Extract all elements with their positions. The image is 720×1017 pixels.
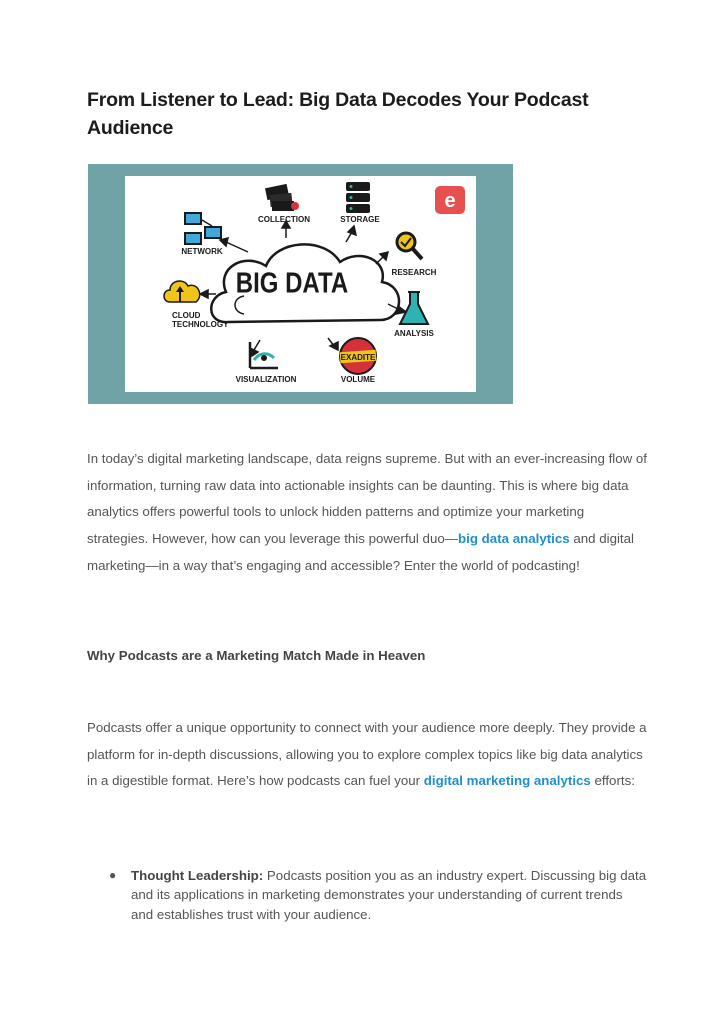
storage-label: STORAGE: [340, 215, 380, 224]
list-item: [87, 866, 647, 924]
cloud-label-line2: TECHNOLOGY: [172, 320, 229, 329]
volume-label: VOLUME: [340, 375, 376, 384]
visualization-label: VISUALIZATION: [235, 375, 297, 384]
section-text-2: efforts:: [590, 773, 635, 789]
network-label: NETWORK: [181, 247, 223, 256]
article-title: From Listener to Lead: Big Data Decodes Your Podcast Audience: [87, 89, 589, 139]
section-text-1: Podcasts offer a unique opportunity to connect with your audience more deeply. They provide a platform for in-depth discussions, allowing you to explore complex topics like big data analytics in a digestible format. Here’s how podcasts can fuel your: [87, 720, 647, 789]
research-label: RESEARCH: [391, 268, 437, 277]
cloud-label-line1: CLOUD: [172, 311, 201, 320]
big-data-label: BIG DATA: [235, 266, 349, 299]
big-data-analytics-link[interactable]: big data analytics: [458, 531, 570, 547]
bullet-list: [87, 866, 647, 924]
bullet-icon: ●: [109, 868, 117, 882]
big-data-diagram: [88, 164, 513, 404]
big-data-illustration: [88, 164, 513, 404]
volume-badge-text: EXADITE: [340, 353, 376, 362]
collection-label: COLLECTION: [258, 215, 310, 224]
bullet-bold: Thought Leadership:: [131, 868, 264, 883]
section-paragraph: [87, 715, 647, 795]
magnifier-icon: [397, 233, 422, 259]
section-heading: Why Podcasts are a Marketing Match Made in Heaven: [87, 648, 426, 663]
intro-text-1: In today’s digital marketing landscape, data reigns supreme. But with an ever-increasing flow of information, turning raw data into actionable insights can be daunting. This is where big data analytics offers powerful tools to unlock hidden patterns and optimize your marketing strategies. However, how can you leverage this powerful duo—: [87, 451, 648, 547]
flask-icon: [400, 292, 428, 324]
volume-badge-icon: [340, 338, 377, 374]
svg-text:e: e: [444, 190, 456, 212]
documents-icon: [265, 184, 299, 211]
server-icon: [346, 182, 370, 213]
digital-marketing-analytics-link[interactable]: digital marketing analytics: [423, 773, 591, 789]
cloud-icon: [164, 281, 200, 302]
brand-logo-icon: [435, 186, 465, 214]
network-icon: [184, 212, 222, 245]
intro-text-2: and digital marketing—in a way that’s engaging and accessible? Enter the world of podcasting!: [87, 531, 634, 573]
bullet-text: Podcasts position you as an industry expert. Discussing big data and its applications in marketing demonstrates your understanding of current trends and establishes trust with your audience.: [131, 868, 647, 922]
intro-paragraph: [87, 446, 647, 580]
analysis-label: ANALYSIS: [394, 329, 434, 338]
